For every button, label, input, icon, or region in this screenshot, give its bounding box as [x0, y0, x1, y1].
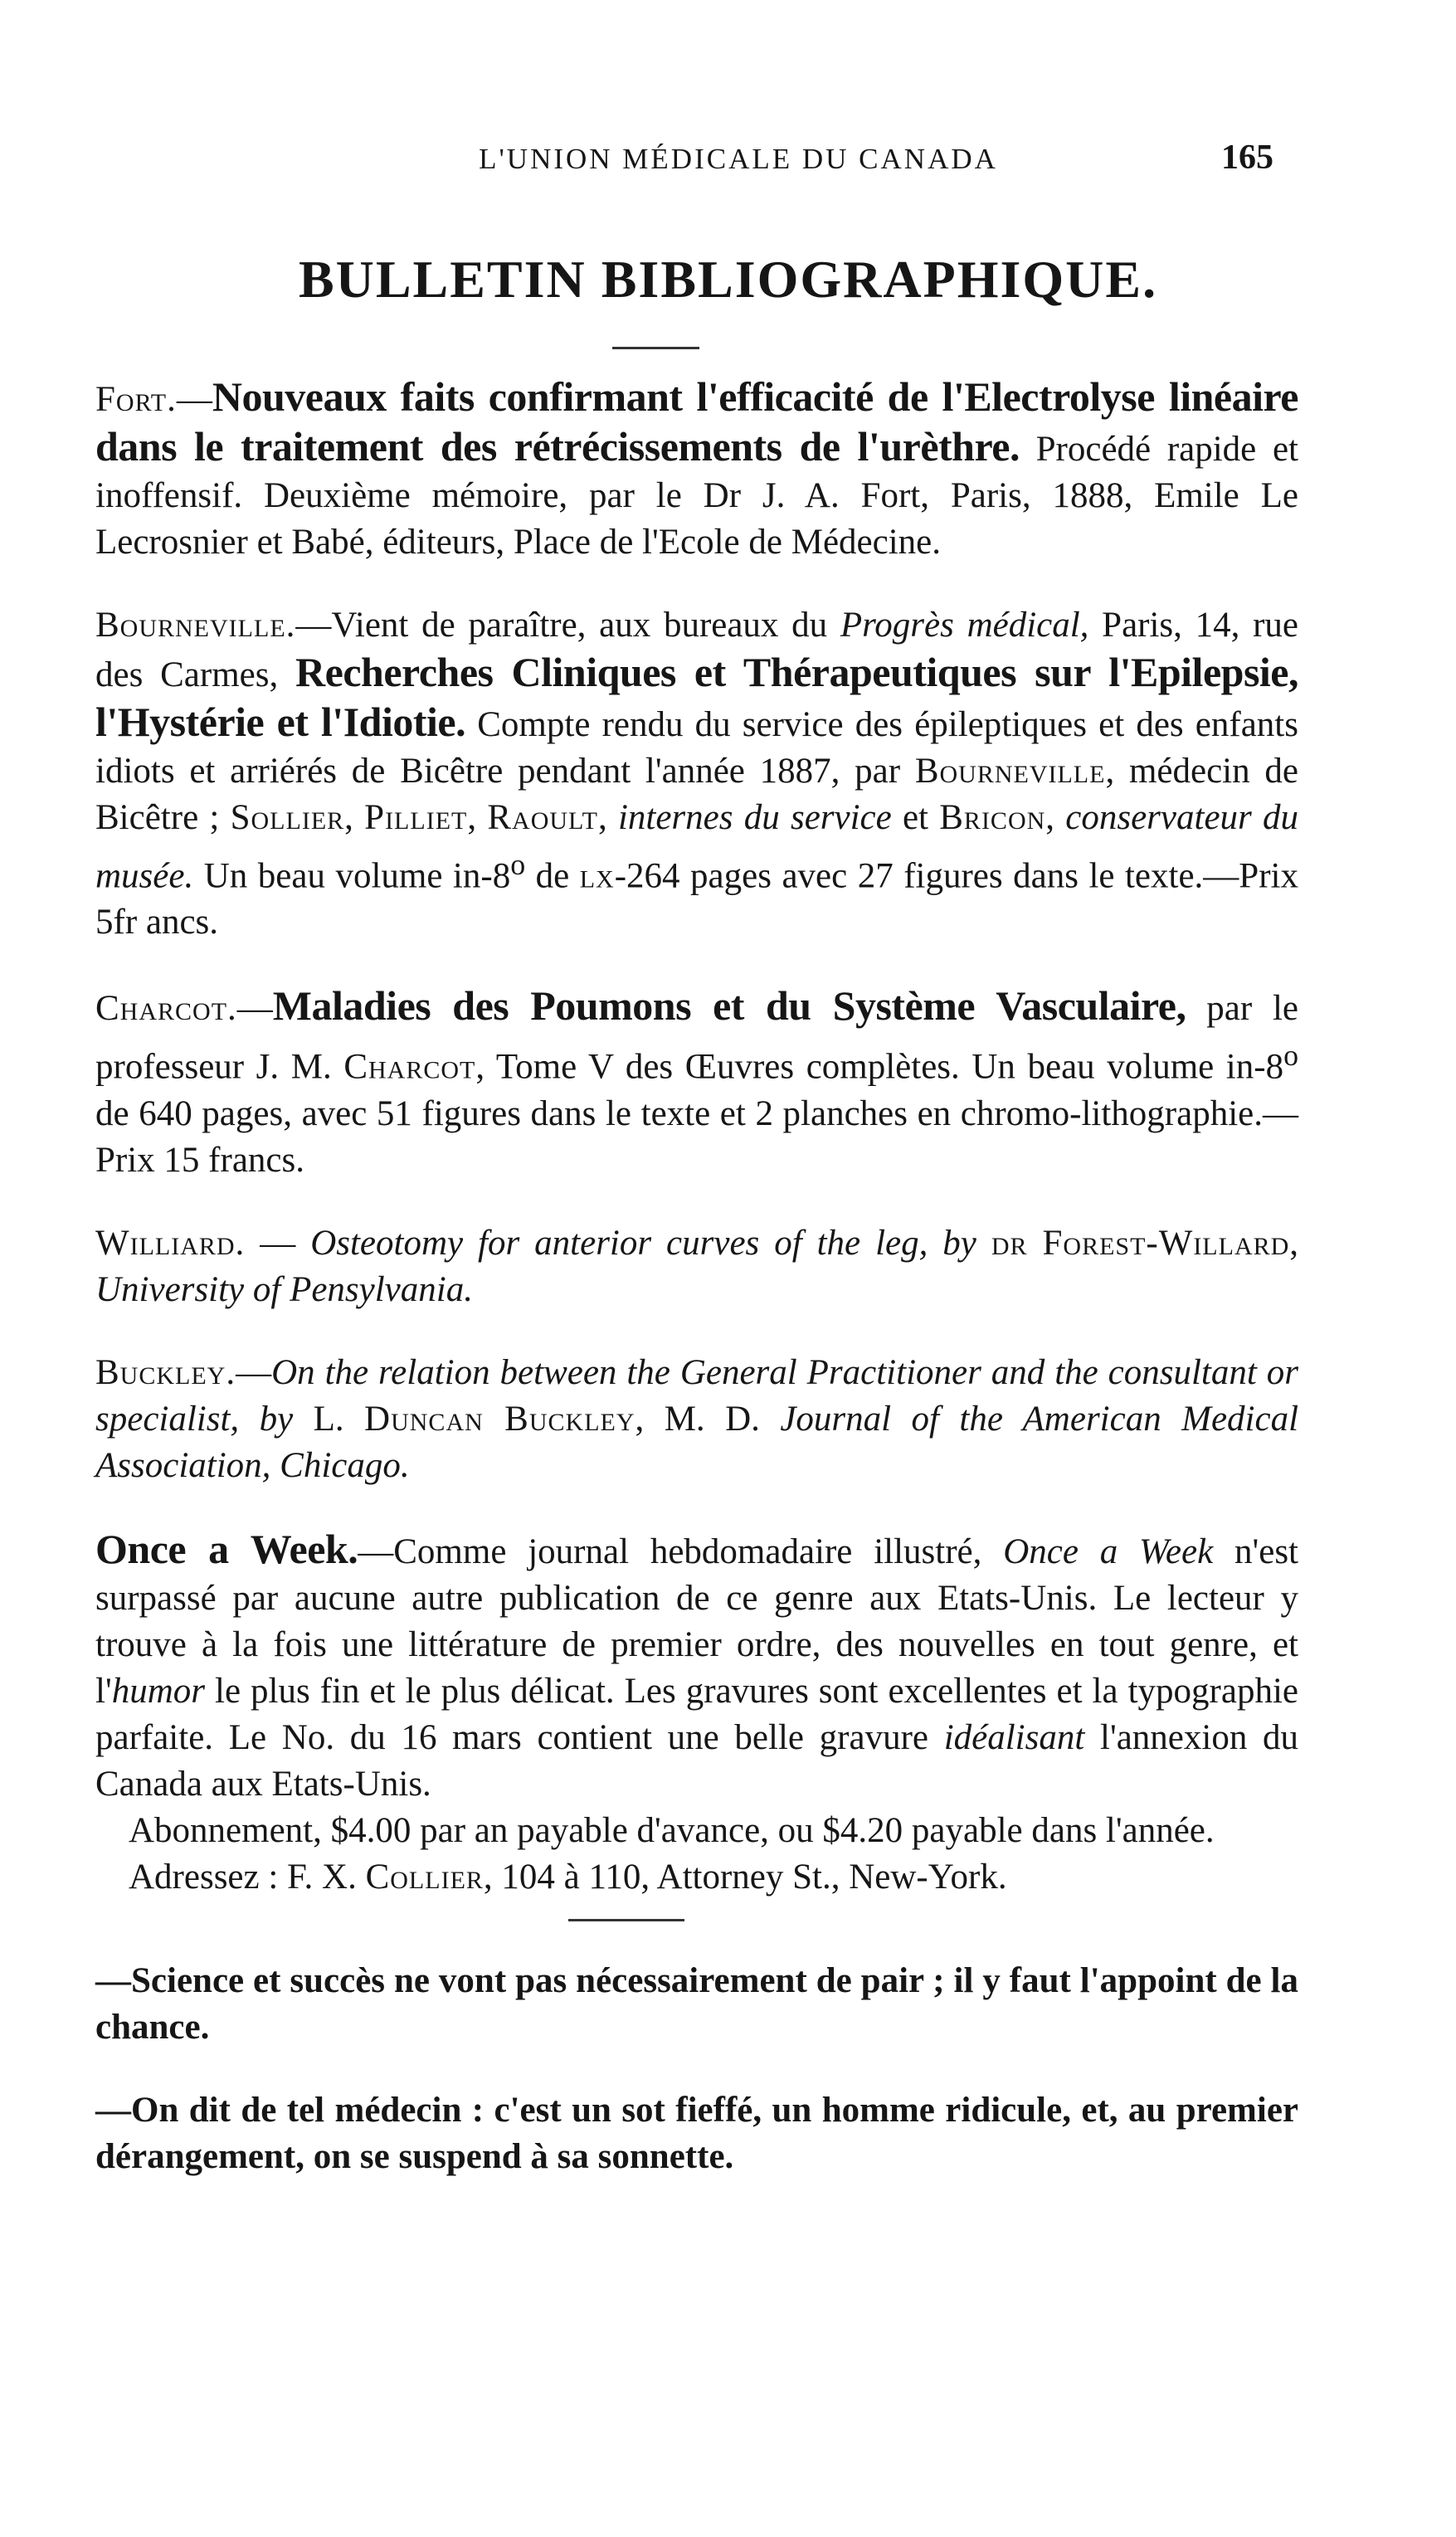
author-name: Sollier	[230, 798, 345, 837]
entry-text: , 104 à 110, Attorney St., New-York.	[483, 1857, 1007, 1897]
entry-text: de	[525, 856, 580, 896]
role-text: internes du service	[617, 798, 892, 837]
entry-title: Osteotomy for anterior curves of the leg, by	[310, 1223, 976, 1263]
author-name: Duncan Buckley	[364, 1399, 635, 1439]
entry-author: Bourneville.	[95, 606, 296, 645]
author-name: Collier	[365, 1857, 484, 1897]
entry-text: Vient de paraître, aux bureaux du	[331, 606, 840, 645]
entry-text: ,	[344, 798, 365, 837]
entry-title: Maladies des Poumons et du Système Vasculaire,	[272, 982, 1186, 1030]
emphasis-word: humor	[111, 1671, 205, 1711]
entry-fort	[95, 373, 1298, 566]
entry-text: et	[891, 798, 940, 837]
emphasis-word: idéalisant	[943, 1717, 1085, 1757]
entry-text: Un beau volume in-8	[193, 856, 511, 896]
author-name: Bricon	[939, 798, 1046, 837]
entry-text: , Tome V des Œuvres complètes. Un beau volume in-8	[475, 1047, 1284, 1087]
journal-name: Once a Week	[1003, 1531, 1214, 1571]
note-science: —Science et succès ne vont pas nécessairement de pair ; il y faut l'appoint de la chance.	[95, 1960, 1298, 2047]
role-text: conservateur du musée.	[95, 798, 1299, 896]
entry-text: ,	[1289, 1223, 1299, 1263]
entry-title: Nouveaux faits confirmant l'efficacité de l'Electrolyse linéaire dans le traitement des rétrécissements de l'urèthre.	[95, 373, 1298, 470]
section-rule	[568, 1919, 684, 1921]
roman-numeral: lx	[579, 856, 615, 896]
entry-text: l'annexion du Canada aux Etats-Unis.	[95, 1717, 1299, 1804]
entry-text: le plus fin et le plus délicat. Les gravures sont excellentes et la typographie parfaite. Le No. du 16 mars contient une belle gravure	[95, 1671, 1298, 1757]
entry-buckley	[95, 1350, 1298, 1489]
entry-address	[95, 1854, 1298, 1901]
section-title: BULLETIN BIBLIOGRAPHIQUE.	[298, 250, 1158, 309]
journal-name: Journal of the American Medical Association, Chicago.	[95, 1399, 1299, 1485]
page-header	[0, 139, 1456, 192]
entry-text: ,	[467, 798, 488, 837]
entry-text: Paris, 14, rue des Carmes,	[95, 606, 1299, 694]
entry-title: Recherches Cliniques et Thérapeutiques sur l'Epilepsie, l'Hystérie et l'Idiotie.	[95, 649, 1298, 745]
entry-text: de 640 pages, avec 51 figures dans le texte et 2 planches en chromo-lithographie.—Prix 15 francs.	[95, 1093, 1298, 1180]
entry-text: Adressez : F. X.	[129, 1857, 366, 1897]
entry-charcot: Charcot.—Maladies des Poumons et du Système Vasculaire, par le professeur J. M. Charcot, Tome V des Œuvres complètes. Un beau volume in-8$^o$ de 640 pages, avec 51 figures dans le texte et 2 planches en chromo-lithographie.—Prix 15 francs.	[95, 982, 1298, 1180]
entry-bourneville: Bourneville.—Vient de paraître, aux bureaux du Progrès médical, Paris, 14, rue des Carmes, Recherches Cliniques et Thérapeutiques sur l'Epilepsie, l'Hystérie et l'Idiotie. Compte rendu du service des épileptiques et des enfants idiots et arriérés de Bicêtre pendant l'année 1887, par Bourneville, médecin de Bicêtre ; Sollier, Pilliet, Raoult, internes du service et Bricon, conservateur du musée. Un beau volume in-8$^o$ de lx-264 pages avec 27 figures dans le texte.—Prix 5fr ancs.	[95, 606, 1299, 942]
entry-dash: —	[245, 1223, 311, 1263]
entry-author: Buckley.	[95, 1352, 236, 1392]
author-name: Charcot	[343, 1047, 476, 1087]
journal-name: Progrès médical,	[840, 606, 1089, 645]
entry-text: ,	[1045, 798, 1066, 837]
entry-author: Fort.	[95, 380, 177, 419]
entry-text: L.	[293, 1399, 365, 1439]
entry-text: par le professeur J. M.	[95, 989, 1298, 1087]
author-name: Bourneville	[914, 752, 1106, 791]
entry-text: ,	[597, 798, 618, 837]
entry-author: Charcot.	[95, 989, 237, 1029]
entry-author: Williard.	[95, 1223, 246, 1263]
entry-text	[1028, 1224, 1043, 1263]
bibliography-entries	[95, 373, 1298, 2180]
entry-text: , M. D.	[635, 1399, 781, 1439]
entry-subscription: Abonnement, $4.00 par an payable d'avance, ou $4.20 payable dans l'année.	[129, 1810, 1215, 1850]
entry-body: Procédé rapide et inoffensif. Deuxième mémoire, par le Dr J. A. Fort, Paris, 1888, Emile Le Lecrosnier et Babé, éditeurs, Place de l'Ecole de Médecine.	[95, 430, 1298, 562]
entry-title: On the relation between the General Practitioner and the consultant or specialist, by	[95, 1352, 1298, 1439]
entry-text: Compte rendu du service des épileptiques et des enfants idiots et arriérés de Bicêtre pendant l'année 1887, par	[95, 705, 1298, 791]
running-head: L'UNION MÉDICALE DU CANADA	[479, 143, 998, 175]
entry-text	[976, 1224, 991, 1263]
entry-dash: —	[358, 1531, 394, 1571]
entry-dash: —	[295, 606, 332, 645]
entry-dash: —	[176, 380, 212, 419]
entry-dash: —	[236, 1352, 272, 1392]
entry-text: -264 pages avec 27 figures dans le texte.—Prix 5fr ancs.	[95, 856, 1298, 942]
author-name: Raoult	[487, 798, 598, 837]
author-name: Forest-Willard	[1042, 1223, 1290, 1263]
entry-title: Once a Week.	[95, 1525, 358, 1572]
note-medecin: —On dit de tel médecin : c'est un sot fieffé, un homme ridicule, et, au premier dérangement, on se suspend à sa sonnette.	[95, 2090, 1298, 2176]
entry-dash: —	[236, 989, 273, 1029]
entry-once-a-week	[95, 1526, 1298, 1808]
entry-text: n'est surpassé par aucune autre publication de ce genre aux Etats-Unis. Le lecteur y trouve à la fois une littérature de premier ordre, des nouvelles en tout genre, et l'	[95, 1531, 1298, 1711]
page-number: 165	[1221, 139, 1273, 177]
entry-williard	[95, 1220, 1298, 1313]
entry-text: , médecin de Bicêtre ;	[95, 752, 1298, 837]
title-abbrev: dr	[991, 1223, 1028, 1263]
author-name: Pilliet	[364, 798, 468, 837]
title-rule	[612, 347, 699, 349]
entry-text: Comme journal hebdomadaire illustré,	[393, 1531, 1004, 1571]
institution: University of Pensylvania.	[95, 1269, 473, 1309]
